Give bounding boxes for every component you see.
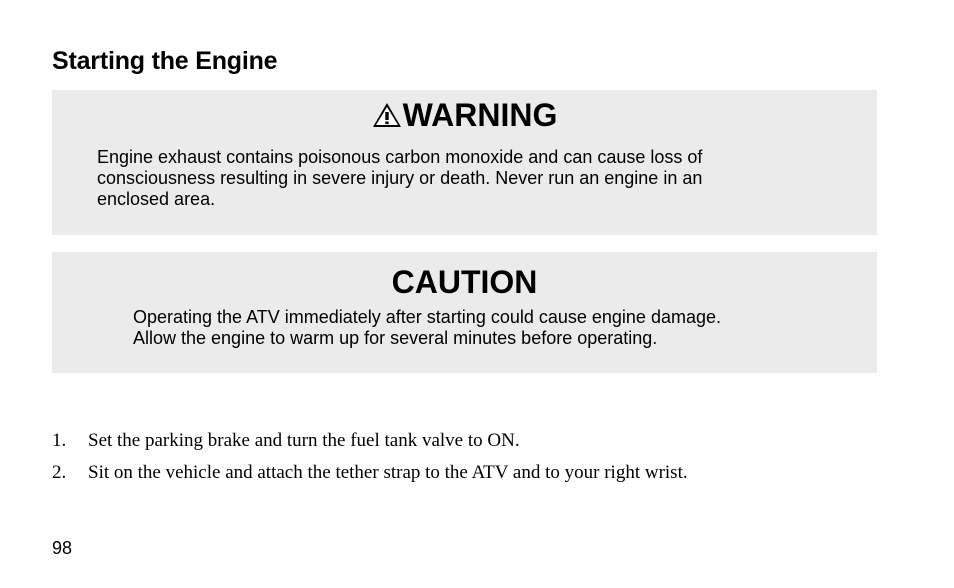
step-number: 2. <box>52 462 67 483</box>
caution-heading: CAUTION <box>391 264 538 300</box>
warning-box <box>52 90 877 235</box>
warning-text <box>97 147 817 210</box>
warning-line-1: Engine exhaust contains poisonous carbon monoxide and can cause loss of <box>97 147 703 167</box>
caution-text <box>133 307 833 349</box>
step-text: Set the parking brake and turn the fuel tank valve to ON. <box>88 430 520 451</box>
step-number: 1. <box>52 430 67 451</box>
step-text: Sit on the vehicle and attach the tether strap to the ATV and to your right wrist. <box>88 462 688 483</box>
warning-line-2: consciousness resulting in severe injury or death. Never run an engine in an <box>97 168 703 188</box>
warning-heading-label: WARNING <box>402 97 558 133</box>
caution-line-1: Operating the ATV immediately after starting could cause engine damage. <box>133 307 721 327</box>
page-number: 98 <box>52 538 73 558</box>
caution-box <box>52 252 877 373</box>
warning-line-3: enclosed area. <box>97 189 216 209</box>
section-title: Starting the Engine <box>52 47 278 75</box>
warning-triangle-icon <box>372 102 402 128</box>
caution-line-2: Allow the engine to warm up for several minutes before operating. <box>133 328 658 348</box>
warning-heading <box>52 98 877 132</box>
